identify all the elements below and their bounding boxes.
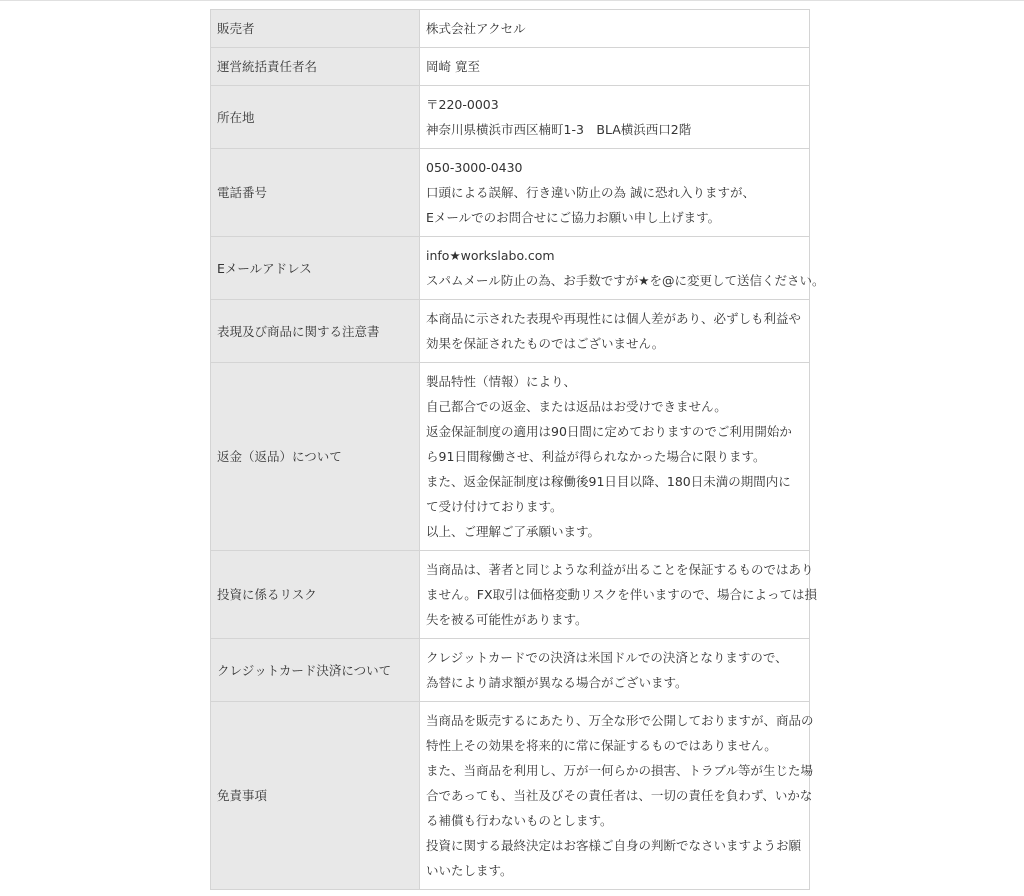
row-label: 所在地 bbox=[211, 86, 420, 149]
row-label: 投資に係るリスク bbox=[211, 551, 420, 639]
value-line: て受け付けております。 bbox=[426, 499, 563, 514]
row-value bbox=[420, 363, 810, 551]
row-label: 運営統括責任者名 bbox=[211, 48, 420, 86]
row-label: Eメールアドレス bbox=[211, 237, 420, 300]
table-row bbox=[211, 363, 810, 551]
value-line: 合であっても、当社及びその責任者は、一切の責任を負わず、いかな bbox=[426, 788, 813, 803]
value-line: 特性上その効果を将来的に常に保証するものではありません。 bbox=[426, 738, 777, 753]
value-line: 神奈川県横浜市西区楠町1-3 BLA横浜西口2階 bbox=[426, 122, 692, 137]
row-label: 販売者 bbox=[211, 10, 420, 48]
row-value bbox=[420, 10, 810, 48]
table-row bbox=[211, 237, 810, 300]
value-line: 株式会社アクセル bbox=[426, 21, 526, 36]
table-row bbox=[211, 551, 810, 639]
table-row bbox=[211, 149, 810, 237]
row-value bbox=[420, 551, 818, 639]
row-value bbox=[420, 237, 825, 300]
value-line: 口頭による誤解、行き違い防止の為 誠に恐れ入りますが、 bbox=[426, 185, 755, 200]
row-label: 表現及び商品に関する注意書 bbox=[211, 300, 420, 363]
row-value bbox=[420, 149, 810, 237]
value-line: Eメールでのお問合せにご協力お願い申し上げます。 bbox=[426, 210, 721, 225]
value-line: ら91日間稼働させ、利益が得られなかった場合に限ります。 bbox=[426, 449, 766, 464]
row-label: 免責事項 bbox=[211, 702, 420, 890]
value-line: ません。FX取引は価格変動リスクを伴いますので、場合によっては損 bbox=[426, 587, 818, 602]
value-line: 以上、ご理解ご了承願います。 bbox=[426, 524, 601, 539]
value-line: info★workslabo.com bbox=[426, 248, 555, 263]
table-row bbox=[211, 48, 810, 86]
row-value bbox=[420, 86, 810, 149]
value-line: 当商品は、著者と同じような利益が出ることを保証するものではあり bbox=[426, 562, 814, 577]
value-line: 効果を保証されたものではございません。 bbox=[426, 336, 665, 351]
row-value bbox=[420, 48, 810, 86]
value-line: 失を被る可能性があります。 bbox=[426, 612, 588, 627]
value-line: 返金保証制度の適用は90日間に定めておりますのでご利用開始か bbox=[426, 424, 792, 439]
seller-info-table bbox=[210, 9, 825, 890]
value-line: 為替により請求額が異なる場合がございます。 bbox=[426, 675, 688, 690]
value-line: また、当商品を利用し、万が一何らかの損害、トラブル等が生じた場 bbox=[426, 763, 814, 778]
value-line: スパムメール防止の為、お手数ですが★を@に変更して送信ください。 bbox=[426, 273, 825, 288]
value-line: 〒220-0003 bbox=[426, 97, 499, 112]
value-line: いいたします。 bbox=[426, 863, 513, 878]
row-value bbox=[420, 300, 810, 363]
value-line: 岡崎 寛至 bbox=[426, 59, 480, 74]
value-line: 投資に関する最終決定はお客様ご自身の判断でなさいますようお願 bbox=[426, 838, 802, 853]
value-line: また、返金保証制度は稼働後91日目以降、180日未満の期間内に bbox=[426, 474, 791, 489]
row-value bbox=[420, 702, 814, 890]
value-line: 本商品に示された表現や再現性には個人差があり、必ずしも利益や bbox=[426, 311, 802, 326]
top-divider bbox=[0, 0, 1024, 1]
value-line: 製品特性（情報）により、 bbox=[426, 374, 577, 389]
row-value bbox=[420, 639, 810, 702]
value-line: る補償も行わないものとします。 bbox=[426, 813, 613, 828]
row-label: 返金（返品）について bbox=[211, 363, 420, 551]
table-row bbox=[211, 10, 810, 48]
row-label: クレジットカード決済について bbox=[211, 639, 420, 702]
table-row bbox=[211, 639, 810, 702]
value-line: クレジットカードでの決済は米国ドルでの決済となりますので、 bbox=[426, 650, 788, 665]
value-line: 当商品を販売するにあたり、万全な形で公開しておりますが、商品の bbox=[426, 713, 814, 728]
value-line: 自己都合での返金、または返品はお受けできません。 bbox=[426, 399, 727, 414]
row-label: 電話番号 bbox=[211, 149, 420, 237]
table-row bbox=[211, 702, 810, 890]
table-row bbox=[211, 300, 810, 363]
table-row bbox=[211, 86, 810, 149]
value-line: 050-3000-0430 bbox=[426, 160, 523, 175]
